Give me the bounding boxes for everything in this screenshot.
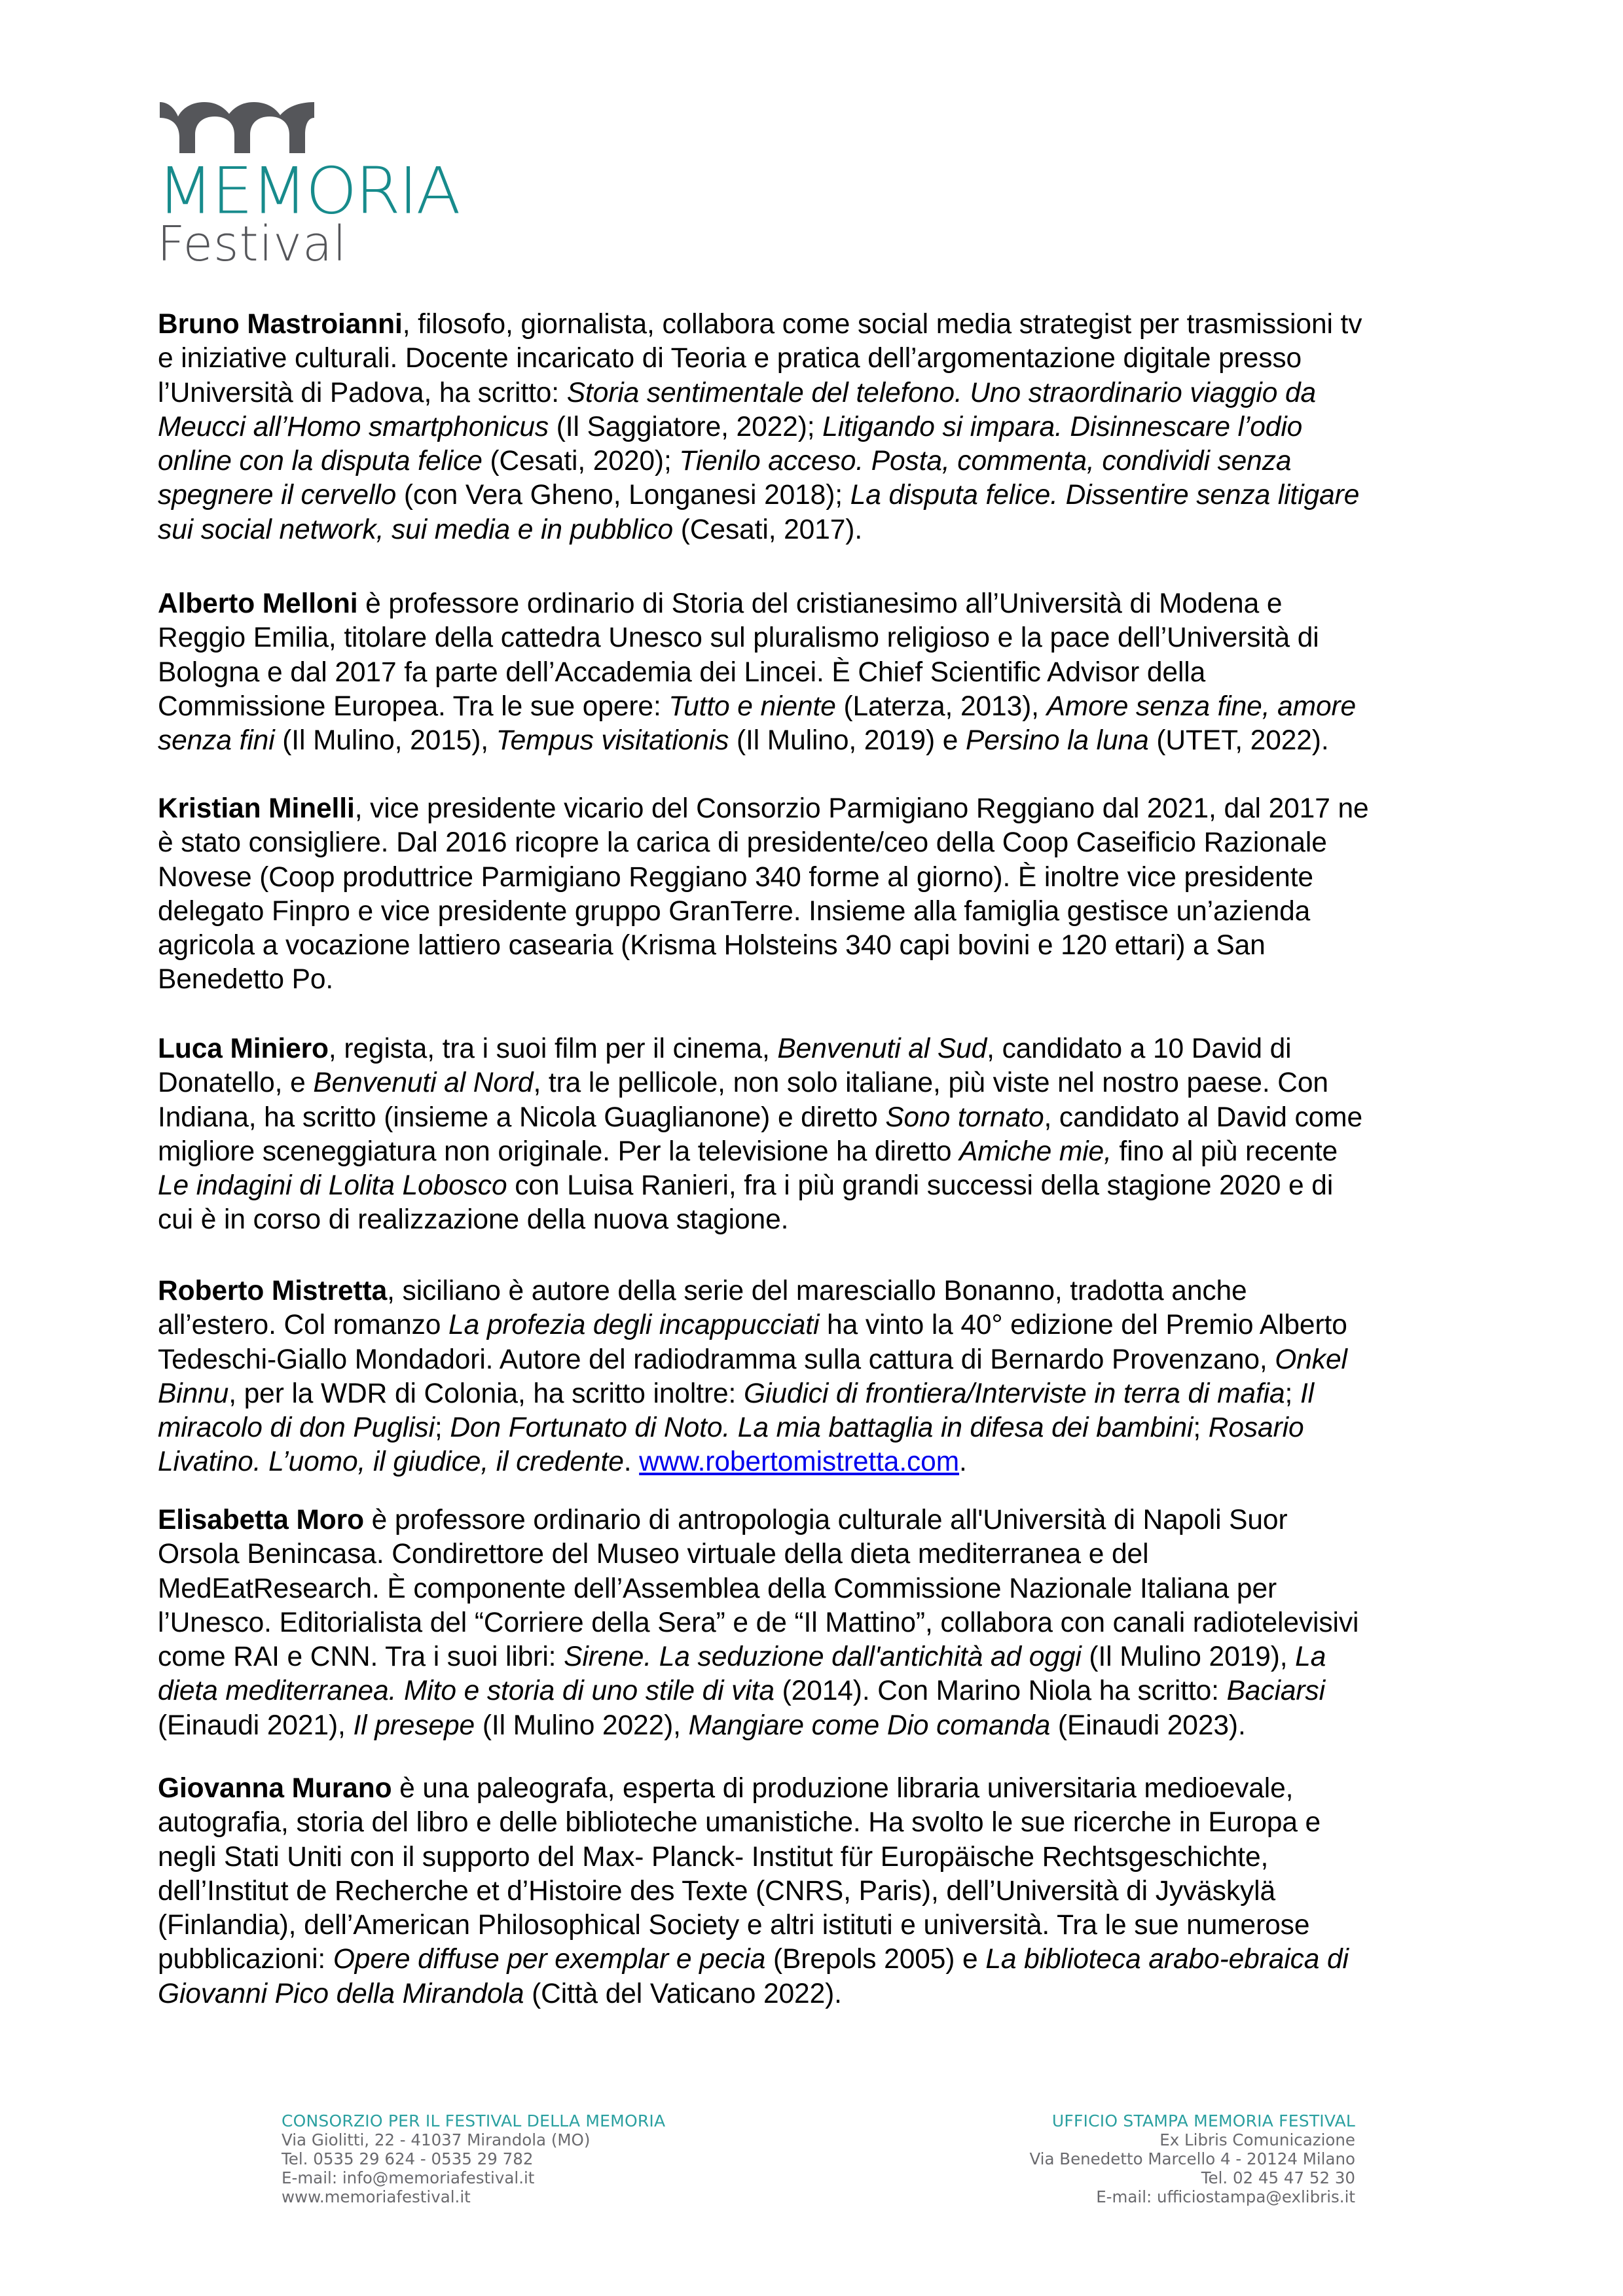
- bio-text: Donatello, e: [158, 1067, 314, 1099]
- bio-text: l’Università di Padova, ha scritto:: [158, 377, 567, 408]
- logo-subtitle: Festival: [157, 216, 347, 272]
- website-link[interactable]: www.robertomistretta.com: [639, 1446, 960, 1478]
- bio-line: [158, 513, 1493, 547]
- work-title: sui social network, sui media e in pubblico: [158, 514, 674, 545]
- work-title: dieta mediterranea. Mito e storia di uno stile di vita: [158, 1676, 775, 1707]
- logo-title: MEMORIA: [157, 153, 459, 228]
- footer-left-phone: Tel. 0535 29 624 - 0535 29 782: [282, 2149, 534, 2168]
- bio-text: (Cesati, 2020);: [482, 446, 680, 477]
- work-title: Persino la luna: [965, 725, 1149, 757]
- bio-text: agricola a vocazione lattiero casearia (Krisma Holsteins 340 capi bovini e 120 ettari) a San: [158, 930, 1266, 961]
- bio-text: ;: [1193, 1412, 1209, 1444]
- bio-text: (Cesati, 2017).: [673, 514, 863, 545]
- bio-text: con Luisa Ranieri, fra i più grandi successi della stagione 2020 e di: [507, 1170, 1334, 1202]
- bio-line: [158, 376, 1493, 410]
- bio-line: [158, 621, 1493, 655]
- bio-line: [158, 826, 1493, 860]
- footer-right-company: Ex Libris Comunicazione: [1159, 2130, 1355, 2149]
- work-title: Litigando si impara. Disinnescare l’odio: [822, 411, 1303, 442]
- bio-text: (con Vera Gheno, Longanesi 2018);: [396, 480, 850, 511]
- bio-line: [158, 963, 1493, 997]
- bio-line: [158, 1203, 1493, 1237]
- bio-line: [158, 1537, 1493, 1571]
- work-title: Tutto e niente: [668, 691, 836, 722]
- work-title: La profezia degli incappucciati: [448, 1310, 820, 1341]
- work-title: Le indagini di Lolita Lobosco: [158, 1170, 507, 1202]
- footer-right-phone: Tel. 02 45 47 52 30: [1201, 2168, 1355, 2187]
- bio-paragraph: [158, 792, 1493, 997]
- bio-text: Benedetto Po.: [158, 964, 334, 996]
- bio-line: [158, 724, 1493, 758]
- work-title: La disputa felice. Dissentire senza litigare: [850, 480, 1360, 511]
- bio-text: all’estero. Col romanzo: [158, 1310, 449, 1341]
- bio-text: , siciliano è autore della serie del maresciallo Bonanno, tradotta anche: [387, 1276, 1247, 1306]
- work-title: Il: [1300, 1378, 1315, 1409]
- footer-left-email[interactable]: E-mail: info@memoriafestival.it: [282, 2168, 535, 2187]
- bio-line: [158, 410, 1493, 444]
- bio-line: [158, 1977, 1493, 2011]
- footer-press-office-contact: [969, 2111, 1355, 2206]
- bio-text: Commissione Europea. Tra le sue opere:: [158, 691, 669, 722]
- bio-text: ;: [434, 1412, 450, 1444]
- bio-text: ha vinto la 40° edizione del Premio Alberto: [819, 1310, 1347, 1341]
- footer-left-heading: CONSORZIO PER IL FESTIVAL DELLA MEMORIA: [282, 2111, 666, 2130]
- work-title: Storia sentimentale del telefono. Uno straordinario viaggio da: [566, 377, 1317, 408]
- bio-line: [158, 1411, 1493, 1445]
- bio-text: Orsola Benincasa. Condirettore del Museo virtuale della dieta mediterranea e del: [158, 1539, 1149, 1570]
- footer-left-address: Via Giolitti, 22 - 41037 Mirandola (MO): [282, 2130, 591, 2149]
- bio-text: Tedeschi-Giallo Mondadori. Autore del radiodramma sulla cattura di Bernardo Provenzano,: [158, 1344, 1275, 1375]
- bio-text: è professore ordinario di antropologia culturale all'Università di Napoli Suor: [363, 1505, 1288, 1535]
- bio-text: Reggio Emilia, titolare della cattedra Unesco sul pluralismo religioso e la pace dell’Università di: [158, 622, 1319, 654]
- bio-text: , per la WDR di Colonia, ha scritto inoltre:: [228, 1378, 744, 1409]
- bio-line: [158, 1572, 1493, 1606]
- bio-text: , tra le pellicole, non solo italiane, più viste nel nostro paese. Con: [533, 1067, 1328, 1099]
- footer-right-address: Via Benedetto Marcello 4 - 20124 Milano: [1029, 2149, 1355, 2168]
- work-title: Rosario: [1208, 1412, 1304, 1444]
- work-title: spegnere il cervello: [158, 480, 397, 511]
- bio-text: (Il Mulino 2019),: [1081, 1641, 1296, 1673]
- bio-line: [158, 342, 1493, 376]
- mm-arches-icon: [158, 101, 316, 154]
- bio-line: [158, 308, 1493, 342]
- work-title: Tempus visitationis: [496, 725, 729, 757]
- bio-line: [158, 1377, 1493, 1411]
- bio-text: pubblicazioni:: [158, 1944, 333, 1975]
- bio-line: [158, 1674, 1493, 1708]
- bio-name: Alberto Melloni: [158, 588, 358, 619]
- bio-line: [158, 690, 1493, 724]
- work-title: Binnu: [158, 1378, 229, 1409]
- bio-text: (UTET, 2022).: [1148, 725, 1329, 757]
- bio-line: [158, 1909, 1493, 1943]
- bio-line: [158, 1308, 1493, 1342]
- bio-line: [158, 1445, 1493, 1479]
- footer-consortium-contact: [282, 2111, 665, 2206]
- bio-text: Indiana, ha scritto (insieme a Nicola Guaglianone) e diretto: [158, 1102, 886, 1133]
- bio-text: negli Stati Uniti con il supporto del Max- Planck- Institut für Europäische Rechtsgeschichte,: [158, 1841, 1269, 1873]
- bio-name: Luca Miniero: [158, 1033, 329, 1064]
- bio-line: [158, 1943, 1493, 1977]
- bio-line: [158, 1840, 1493, 1874]
- work-title: Giovanni Pico della Mirandola: [158, 1978, 524, 2009]
- bio-text: , filosofo, giornalista, collabora come social media strategist per trasmissioni tv: [402, 309, 1362, 340]
- bio-text: è professore ordinario di Storia del cristianesimo all’Università di Modena e: [357, 588, 1283, 619]
- bio-text: (Brepols 2005) e: [765, 1944, 986, 1975]
- bio-text: .: [959, 1446, 967, 1478]
- bio-text: cui è in corso di realizzazione della nuova stagione.: [158, 1204, 789, 1236]
- bio-line: [158, 1101, 1493, 1135]
- bio-text: (Einaudi 2023).: [1050, 1710, 1246, 1741]
- bio-line: [158, 1343, 1493, 1377]
- bio-line: [158, 1274, 1493, 1308]
- bio-line: [158, 1066, 1493, 1100]
- work-title: Amore senza fine, amore: [1046, 691, 1357, 722]
- work-title: Il presepe: [353, 1710, 475, 1741]
- bio-name: Roberto Mistretta: [158, 1276, 388, 1306]
- work-title: senza fini: [158, 725, 275, 757]
- bio-name: Giovanna Murano: [158, 1773, 392, 1804]
- bio-paragraph: [158, 1503, 1493, 1743]
- work-title: Sirene. La seduzione dall'antichità ad oggi: [564, 1641, 1082, 1673]
- bio-paragraph: [158, 1274, 1493, 1480]
- work-title: Opere diffuse per exemplar e pecia: [333, 1944, 766, 1975]
- bio-line: [158, 1709, 1493, 1743]
- work-title: miracolo di don Puglisi: [158, 1412, 435, 1444]
- bio-text: , vice presidente vicario del Consorzio Parmigiano Reggiano dal 2021, dal 2017 ne: [354, 793, 1369, 824]
- work-title: Onkel: [1275, 1344, 1347, 1375]
- bio-line: [158, 1806, 1493, 1840]
- bio-text: (Einaudi 2021),: [158, 1710, 354, 1741]
- bio-text: (2014). Con Marino Niola ha scritto:: [774, 1676, 1227, 1707]
- bio-text: , candidato al David come: [1044, 1102, 1363, 1133]
- work-title: Amiche mie,: [959, 1136, 1112, 1167]
- bio-text: migliore sceneggiatura non originale. Per la televisione ha diretto: [158, 1136, 960, 1167]
- work-title: Benvenuti al Sud: [777, 1033, 987, 1064]
- bio-text: (Il Mulino, 2015),: [274, 725, 496, 757]
- bio-line: [158, 929, 1493, 963]
- work-title: Mangiare come Dio comanda: [688, 1710, 1051, 1741]
- bio-paragraph: [158, 587, 1493, 758]
- work-title: Baciarsi: [1226, 1676, 1325, 1707]
- bio-line: [158, 1606, 1493, 1640]
- bio-text: (Città del Vaticano 2022).: [524, 1978, 842, 2009]
- work-title: Giudici di frontiera/Interviste in terra di mafia: [743, 1378, 1285, 1409]
- bio-line: [158, 1640, 1493, 1674]
- bio-line: [158, 478, 1493, 512]
- bio-name: Elisabetta Moro: [158, 1505, 364, 1535]
- bio-text: fino al più recente: [1111, 1136, 1338, 1167]
- bio-text: MedEatResearch. È componente dell’Assemblea della Commissione Nazionale Italiana per: [158, 1573, 1277, 1604]
- bio-line: [158, 587, 1493, 621]
- bio-text: Bologna e dal 2017 fa parte dell’Accademia dei Lincei. È Chief Scientific Advisor della: [158, 656, 1206, 688]
- work-title: online con la disputa felice: [158, 446, 483, 477]
- memoria-festival-logo: [157, 98, 484, 272]
- bio-text: (Laterza, 2013),: [835, 691, 1047, 722]
- bio-line: [158, 656, 1493, 690]
- bio-text: è stato consigliere. Dal 2016 ricopre la carica di presidente/ceo della Coop Caseificio Razionale: [158, 827, 1327, 859]
- bio-text: come RAI e CNN. Tra i suoi libri:: [158, 1641, 564, 1673]
- bio-line: [158, 1135, 1493, 1169]
- footer-left-website[interactable]: www.memoriafestival.it: [282, 2187, 471, 2206]
- bio-text: , candidato a 10 David di: [987, 1033, 1292, 1064]
- bio-text: l’Unesco. Editorialista del “Corriere della Sera” e de “Il Mattino”, collabora con canali radiotelevisivi: [158, 1607, 1359, 1638]
- work-title: Sono tornato: [885, 1102, 1044, 1133]
- bio-line: [158, 861, 1493, 895]
- bio-text: .: [623, 1446, 640, 1478]
- work-title: La biblioteca arabo-ebraica di: [985, 1944, 1349, 1975]
- bio-text: (Il Mulino, 2019) e: [729, 725, 966, 757]
- work-title: Livatino. L’uomo, il giudice, il credente: [158, 1446, 624, 1478]
- work-title: Don Fortunato di Noto. La mia battaglia in difesa dei bambini: [450, 1412, 1194, 1444]
- bio-text: Novese (Coop produttrice Parmigiano Reggiano 340 forme al giorno). È inoltre vice presidente: [158, 861, 1313, 893]
- footer-right-heading: UFFICIO STAMPA MEMORIA FESTIVAL: [1051, 2111, 1355, 2130]
- bio-text: dell’Institut de Recherche et d’Histoire des Texte (CNRS, Paris), dell’Università di Jyväskylä: [158, 1875, 1276, 1907]
- footer-right-email[interactable]: E-mail: ufficiostampa@exlibris.it: [1096, 2187, 1355, 2206]
- bio-text: è una paleografa, esperta di produzione libraria universitaria medioevale,: [392, 1773, 1294, 1804]
- bio-text: (Finlandia), dell’American Philosophical Society e altri istituti e università. Tra le sue numerose: [158, 1910, 1310, 1941]
- work-title: La: [1295, 1641, 1326, 1673]
- bio-name: Kristian Minelli: [158, 793, 355, 824]
- bio-paragraph: [158, 1032, 1493, 1238]
- bio-text: autografia, storia del libro e delle biblioteche umanistiche. Ha svolto le sue ricerche in Europa e: [158, 1807, 1321, 1839]
- bio-text: , regista, tra i suoi film per il cinema,: [328, 1033, 778, 1064]
- bio-paragraph: [158, 1772, 1493, 2011]
- bio-line: [158, 792, 1493, 826]
- bio-line: [158, 1503, 1493, 1537]
- bio-text: (Il Saggiatore, 2022);: [549, 411, 823, 442]
- bio-name: Bruno Mastroianni: [158, 309, 403, 340]
- bio-line: [158, 1169, 1493, 1203]
- bio-paragraph: [158, 308, 1493, 547]
- bio-line: [158, 1032, 1493, 1066]
- bio-text: ;: [1285, 1378, 1300, 1409]
- bio-text: delegato Finpro e vice presidente gruppo GranTerre. Insieme alla famiglia gestisce un’azienda: [158, 895, 1311, 927]
- bio-text: e iniziative culturali. Docente incaricato di Teoria e pratica dell’argomentazione digitale presso: [158, 343, 1302, 374]
- bio-line: [158, 1772, 1493, 1806]
- work-title: Benvenuti al Nord: [313, 1067, 534, 1099]
- bio-line: [158, 1874, 1493, 1909]
- work-title: Meucci all’Homo smartphonicus: [158, 411, 549, 442]
- work-title: Tienilo acceso. Posta, commenta, condividi senza: [679, 446, 1292, 477]
- bio-line: [158, 895, 1493, 929]
- bio-line: [158, 444, 1493, 478]
- bio-text: (Il Mulino 2022),: [475, 1710, 689, 1741]
